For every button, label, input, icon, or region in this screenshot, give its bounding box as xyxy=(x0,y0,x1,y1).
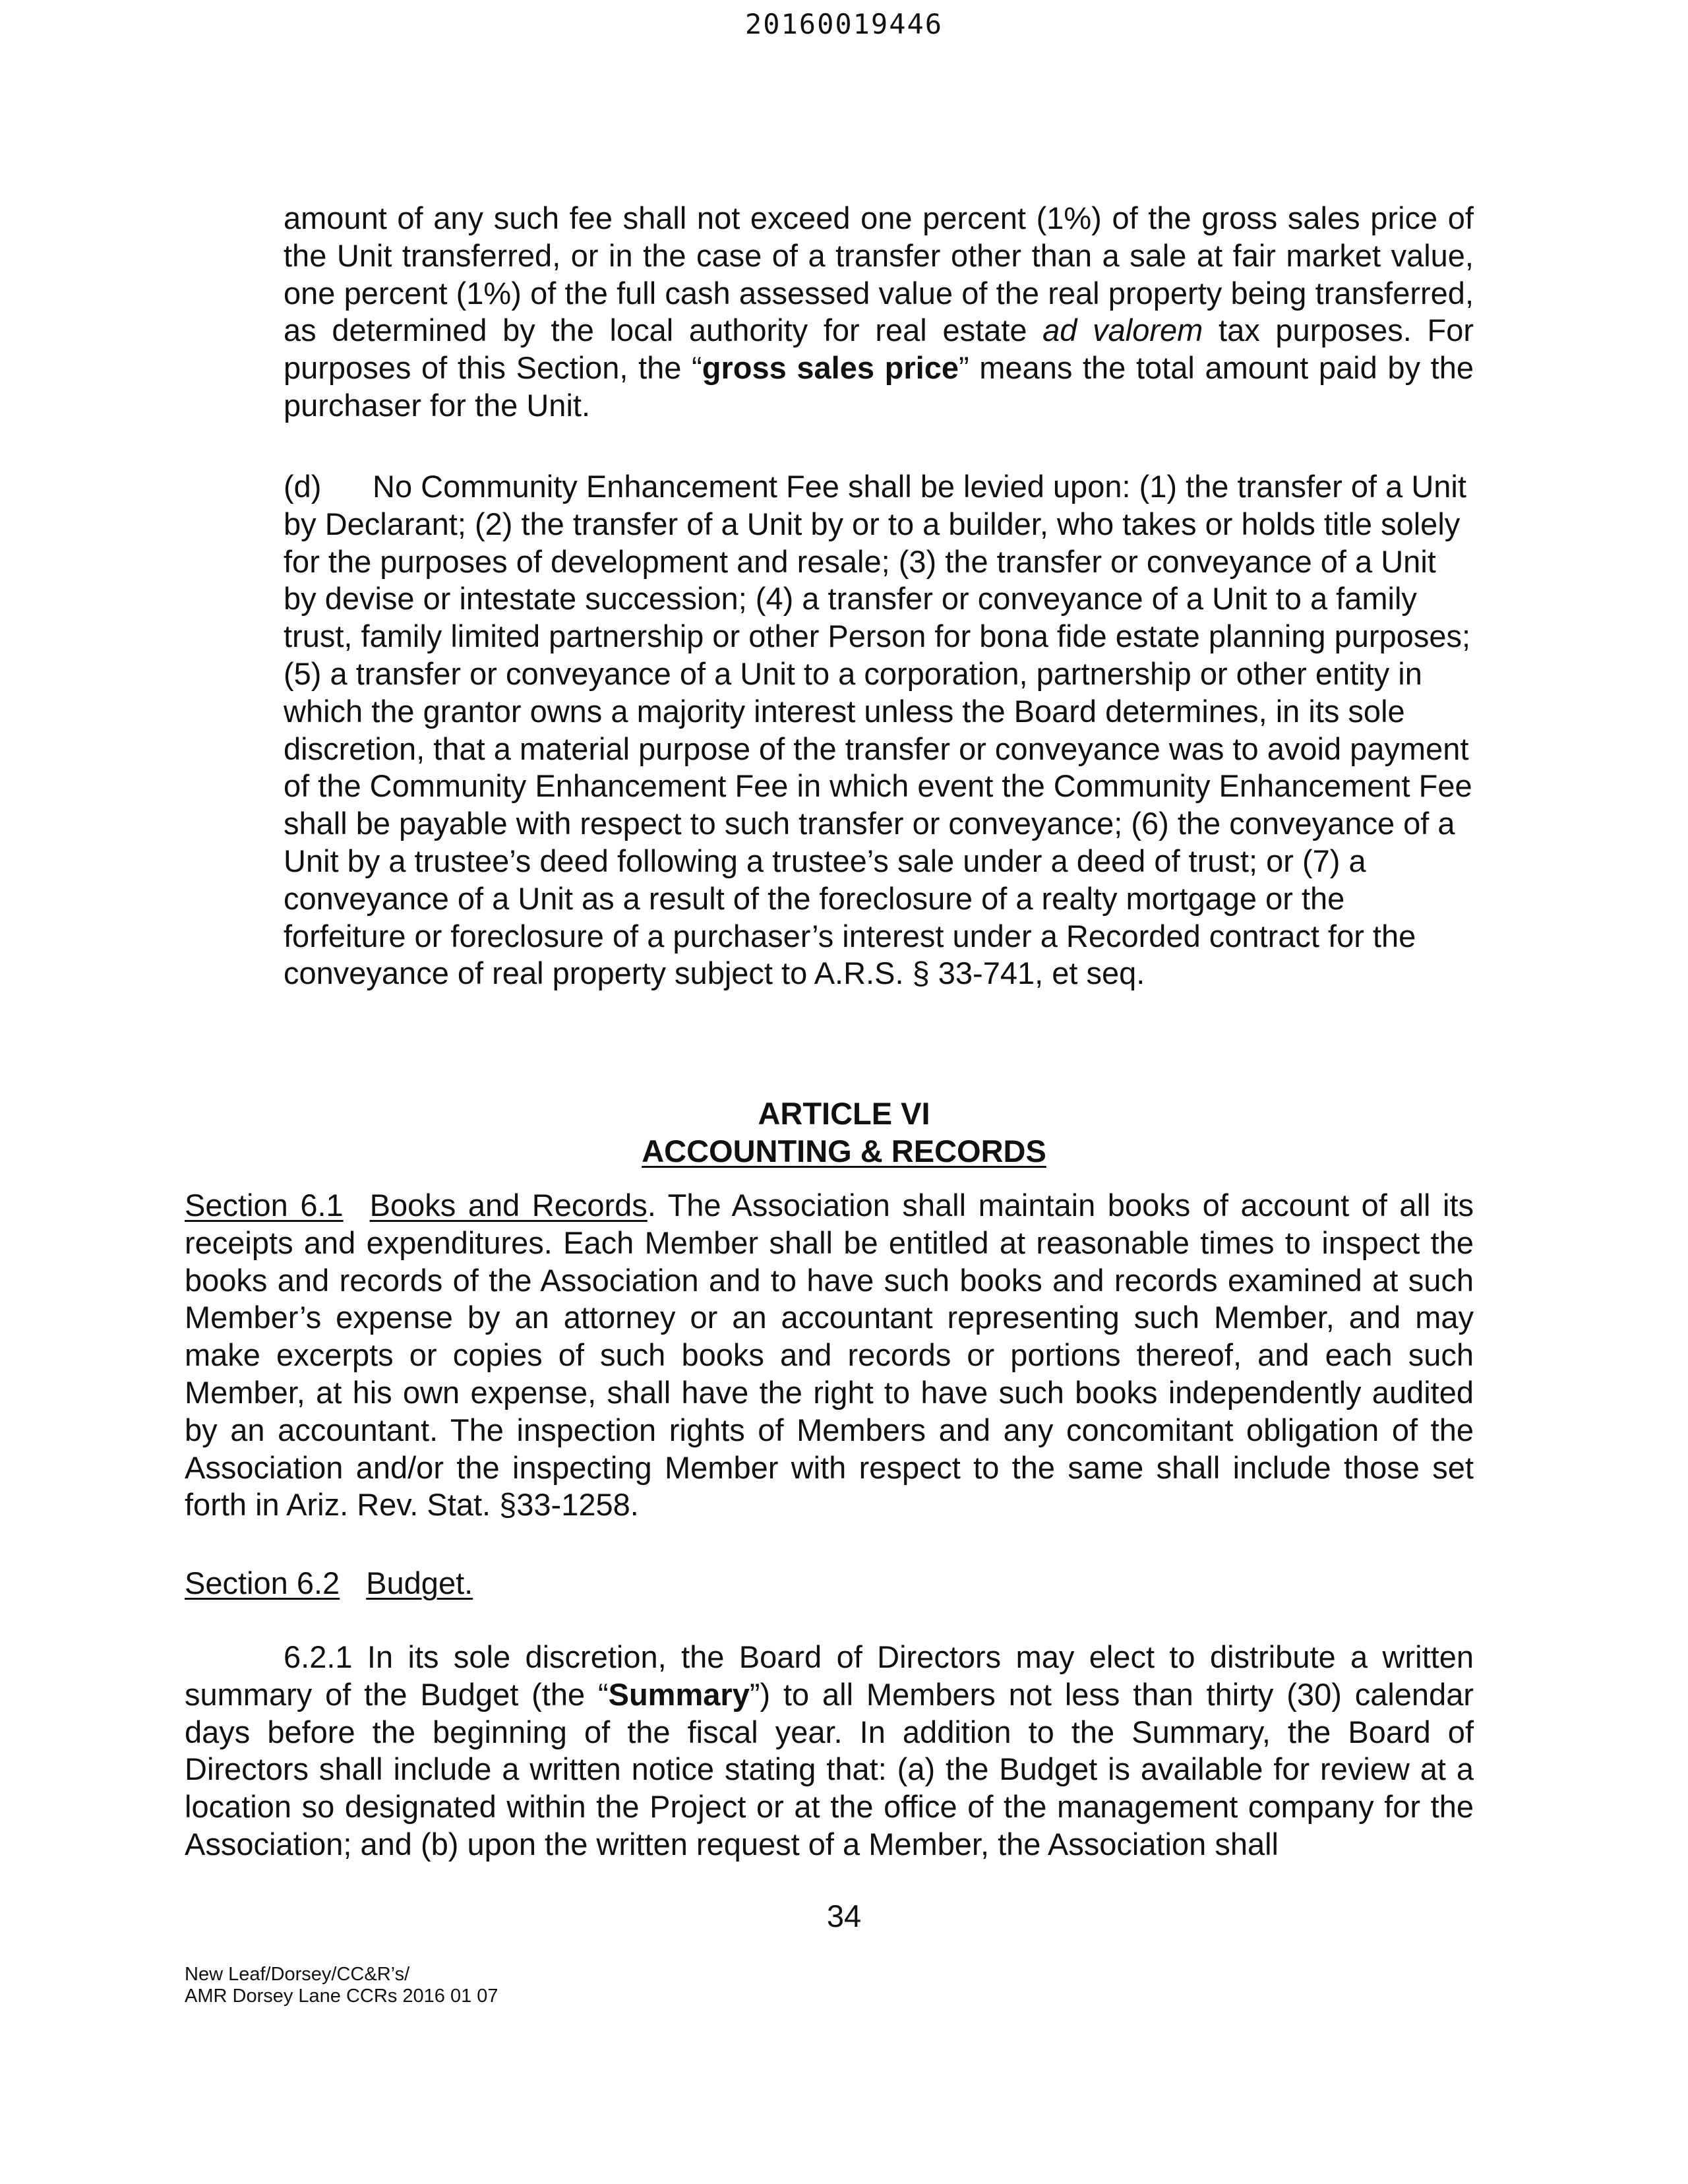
section-text: . The Association shall maintain books of account of all its receipts and expenditures. Each Member shall be entitled at reasonable times to inspect the books and records of the Association and to have such books and records examined at such Member’s expense by an attorney or an accountant representing such Member, and may make excerpts or copies of such books and records or portions thereof, and each such Member, at his own expense, shall have the right to have such books independently audited by an accountant. The inspection rights of Members and any concomitant obligation of the Association and/or the inspecting Member with respect to the same shall include those set forth in Ariz. Rev. Stat. §33-1258. xyxy=(185,1188,1474,1523)
paragraph-text: tax purposes. For purposes of this Section, the “ xyxy=(284,313,1474,386)
paragraph-text: amount of any such fee shall not exceed one percent (1%) of the gross sales price of the Unit transferred, or in the case of a transfer other than a sale at fair market value, one percent (1%) of the full cash assessed value of the real property being transferred, as determined by the local authority for real estate xyxy=(284,200,1474,348)
section-title: Budget. xyxy=(366,1565,473,1600)
footer xyxy=(185,1964,498,2007)
subsection-number: 6.2.1 xyxy=(284,1639,353,1674)
section-6-2-1 xyxy=(185,1639,1474,1864)
defined-term: Summary xyxy=(608,1676,750,1712)
section-number: Section 6.2 xyxy=(185,1565,340,1600)
subsection-text: ”) to all Members not less than thirty (30) calendar days before the beginning of the fiscal year. In addition to the Summary, the Board of Directors shall include a written notice stating that: (a) the Budget is available for review at a location so designated within the Project or at the office of the management company for the Association; and (b) upon the written request of a Member, the Association shall xyxy=(185,1676,1474,1862)
paragraph-d xyxy=(284,468,1474,992)
article-title: ACCOUNTING & RECORDS xyxy=(642,1134,1046,1168)
section-number: Section 6.1 xyxy=(185,1188,344,1223)
section-6-1 xyxy=(185,1187,1474,1524)
subsection-text: In its sole discretion, the Board of Directors may elect to distribute a written summary of the Budget (the “ xyxy=(185,1639,1474,1712)
italic-term: ad valorem xyxy=(1042,313,1203,348)
footer-line: New Leaf/Dorsey/CC&R’s/ xyxy=(185,1964,410,1985)
paragraph-text: ” means the total amount paid by the purchaser for the Unit. xyxy=(284,350,1474,423)
section-6-2-heading xyxy=(185,1565,473,1602)
document-number: 20160019446 xyxy=(744,8,944,40)
defined-term: gross sales price xyxy=(702,350,959,386)
page-number: 34 xyxy=(826,1898,862,1933)
article-number: ARTICLE VI xyxy=(758,1096,930,1131)
paragraph-label: (d) xyxy=(284,469,322,504)
paragraph-text: No Community Enhancement Fee shall be levied upon: (1) the transfer of a Unit by Declarant; (2) the transfer of a Unit by or to a builder, who takes or holds title solely for the purposes of development and resale; (3) the transfer or conveyance of a Unit by devise or intestate succession; (4) a transfer or conveyance of a Unit to a family trust, family limited partnership or other Person for bona fide estate planning purposes; (5) a transfer or conveyance of a Unit to a corporation, partnership or other entity in which the grantor owns a majority interest unless the Board determines, in its sole discretion, that a material purpose of the transfer or conveyance was to avoid payment of the Community Enhancement Fee in which event the Community Enhancement Fee shall be payable with respect to such transfer or conveyance; (6) the conveyance of a Unit by a trustee’s deed following a trustee’s sale under a deed of trust; or (7) a conveyance of a Unit as a result of the foreclosure of a realty mortgage or the forfeiture or foreclosure of a purchaser’s interest under a Recorded contract for the conveyance of real property subject to A.R.S. § 33-741, et seq. xyxy=(284,469,1472,991)
section-title: Books and Records xyxy=(369,1188,648,1223)
footer-line: AMR Dorsey Lane CCRs 2016 01 07 xyxy=(185,1986,498,2007)
article-heading xyxy=(0,1095,1688,1170)
paragraph-c-continuation xyxy=(284,200,1474,425)
